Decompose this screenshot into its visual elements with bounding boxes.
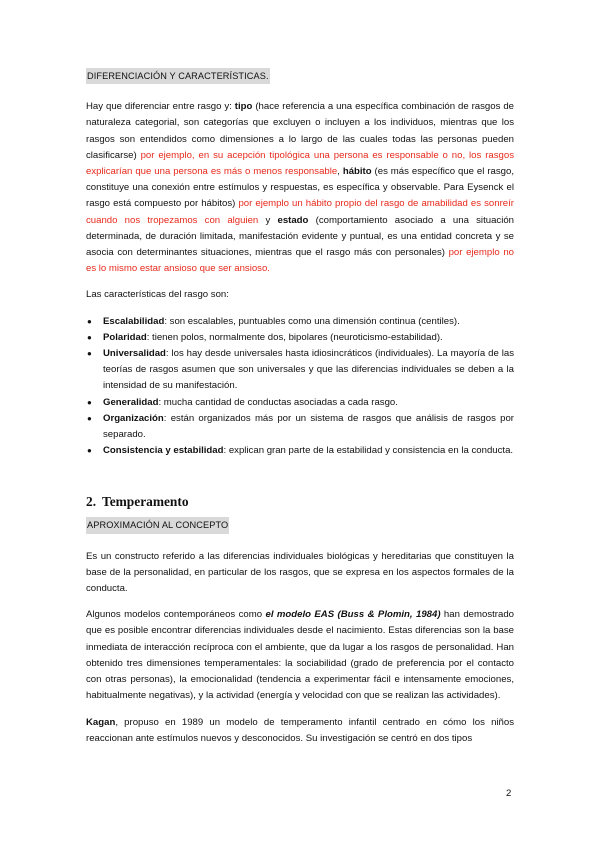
bullet-icon: ● (87, 397, 92, 407)
example-estado: por ejemplo no es lo mismo estar ansioso que ser ansioso. (86, 247, 514, 275)
bullet-icon: ● (87, 332, 92, 342)
eas-model-paragraph: Algunos modelos contemporáneos como el modelo EAS (Buss & Plomin, 1984) han demostrado que es posible encontrar diferencias individuales desde el nacimiento. Estas diferencias son la base inmediata de interacción recíproca con el ambiente, que da lugar a los rasgos de personalidad. Han obtenido tres dimensiones temperamentales: la sociabilidad (grado de preferencia por el contacto con otras personas), la emocionalidad (tendencia a experimentar fácil e intensamente emociones, habitualmente negativas), y la actividad (energía y velocidad con que se realizan las actividades). (86, 609, 515, 702)
kagan-paragraph: Kagan, propuso en 1989 un modelo de temperamento infantil centrado en cómo los niños reaccionan ante estímulos nuevos y desconocidos. Su investigación se centró en dos tipos (86, 716, 514, 744)
citation: (Buss & Plomin, 1984) (337, 609, 441, 621)
list-item: ● Consistencia y estabilidad: explican gran parte de la estabilidad y consistencia en la conducta. (86, 443, 514, 459)
list-item: ● Universalidad: los hay desde universales hasta idiosincráticos (individuales). La mayoría de las teorías de rasgos asumen que son universales y que las diferencias individuales se deben a la intensidad de su manifestación. (87, 348, 514, 392)
list-item: ● Generalidad: mucha cantidad de conductas asociadas a cada rasgo. (86, 395, 514, 411)
example-tipo: por ejemplo, en su acepción tipológica una persona es responsable o no, los rasgos explicarían que una persona es más o menos responsable (86, 149, 514, 178)
bullet-icon: ● (87, 413, 92, 423)
bullet-icon: ● (87, 316, 92, 326)
list-intro: Las características del rasgo son: (86, 289, 229, 301)
page-content (86, 68, 514, 747)
term-estado: estado (277, 214, 309, 226)
list-item: ● Escalabilidad: son escalables, puntuables como una dimensión continua (centiles). (86, 314, 514, 330)
bullet-icon: ● (87, 349, 92, 359)
section-heading-aproximacion: APROXIMACIÓN AL CONCEPTO (86, 517, 229, 533)
example-habito: por ejemplo un hábito propio del rasgo de amabilidad es sonreír cuando nos tropezamos con alguien (86, 198, 514, 226)
page-number: 2 (506, 788, 512, 799)
author-kagan: Kagan (86, 716, 116, 728)
temperament-definition: Es un constructo referido a las diferencias individuales biológicas y hereditarias que constituyen la base de la personalidad, en particular de los rasgos, que se expresa en los aspectos formales de la conducta. (86, 550, 514, 595)
section-heading-diferenciacion: DIFERENCIACIÓN Y CARACTERÍSTICAS. (86, 68, 270, 84)
intro-paragraph: Hay que diferenciar entre rasgo y: tipo (hace referencia a una específica combinación de rasgos de naturaleza categorial, son categorías que excluyen o incluyen a los individuos, mientras que los rasgos son entendidos como dimensiones a lo largo de las cuales todas las personas pueden clasificarse) por ejemplo, en su acepción tipológica una persona es responsable o no, los rasgos explicarían que una persona es más o menos responsable, hábito (es más específico que el rasgo, constituye una conexión entre estímulos y respuestas, es específica y observable. Para Eysenck el rasgo está compuesto por hábitos) por ejemplo un hábito propio del rasgo de amabilidad es sonreír cuando nos tropezamos con alguien y estado (comportamiento asociado a una situación determinada, de duración limitada, manifestación evidente y puntual, es una entidad concreta y se asocia con determinantes situaciones, mientras que el rasgo más con personales) por ejemplo no es lo mismo estar ansioso que ser ansioso. (86, 101, 515, 275)
section-title-temperamento: 2. Temperamento (86, 494, 189, 510)
list-item: ● Polaridad: tienen polos, normalmente dos, bipolares (neuroticismo-estabilidad). (86, 330, 514, 346)
term-tipo: tipo (234, 101, 253, 113)
characteristics-list (86, 314, 514, 460)
list-item: ● Organización: están organizados más por un sistema de rasgos que análisis de rasgos por separado. (87, 412, 514, 441)
model-name: el modelo EAS (265, 609, 335, 621)
term-habito: hábito (342, 166, 372, 178)
bullet-icon: ● (87, 446, 92, 456)
